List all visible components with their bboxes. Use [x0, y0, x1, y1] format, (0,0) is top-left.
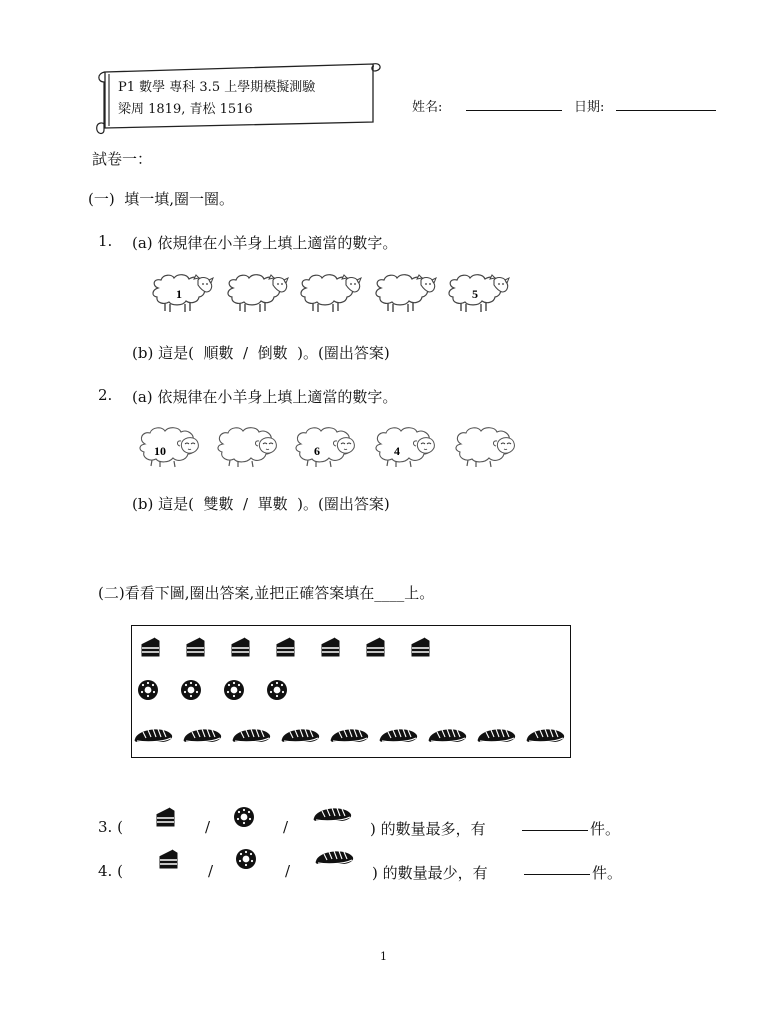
cake-slice-icon — [276, 638, 294, 657]
sushi-icon[interactable] — [312, 802, 356, 826]
name-label: 姓名: — [412, 100, 443, 115]
q2-part-b: (b) 這是( 雙數 / 單數 )。(圈出答案) — [132, 495, 390, 513]
sheep-icon — [449, 275, 509, 312]
q3-tail: ) 的數量最多，有 — [370, 820, 486, 838]
sushi-icon — [184, 729, 222, 742]
q3-number: 3. ( — [98, 818, 123, 836]
date-label: 日期: — [574, 100, 605, 115]
sheep-icon — [376, 275, 436, 312]
sushi-icon — [135, 729, 173, 742]
sushi-icon — [380, 729, 418, 742]
donut-icon — [224, 680, 244, 700]
cake-slice-icon[interactable] — [158, 848, 180, 872]
q4-sep-2: / — [285, 862, 291, 880]
q4-sep-1: / — [208, 862, 214, 880]
q1-sheep-number-5: 5 — [472, 287, 478, 301]
sheep-icon — [228, 275, 288, 312]
sushi-icon — [282, 729, 320, 742]
cake-slice-icon — [411, 638, 429, 657]
sheep-icon — [296, 428, 354, 467]
donut-icon[interactable] — [233, 806, 257, 830]
section2-heading: (二)看看下圖,圈出答案,並把正確答案填在____上。 — [98, 584, 435, 602]
q1-sheep-number-1: 1 — [176, 287, 182, 301]
q2-number: 2. — [98, 386, 113, 404]
paper-label: 試卷一： — [92, 150, 153, 168]
school-codes: 梁周 1819, 青松 1516 — [118, 102, 253, 117]
sushi-icon — [429, 729, 467, 742]
q2-sheep-number-1: 10 — [154, 444, 166, 458]
name-field[interactable] — [466, 96, 562, 111]
sushi-icon — [233, 729, 271, 742]
q2-part-a: (a) 依規律在小羊身上填上適當的數字。 — [132, 388, 398, 406]
donut-icon — [181, 680, 201, 700]
cake-slice-icon — [321, 638, 339, 657]
donut-icon[interactable] — [235, 848, 259, 872]
sushi-icon — [478, 729, 516, 742]
q3-answer-field[interactable] — [522, 816, 588, 831]
q4-number: 4. ( — [98, 862, 123, 880]
cake-slice-icon — [186, 638, 204, 657]
sheep-icon — [218, 428, 276, 467]
q2-sheep-number-4: 4 — [394, 444, 400, 458]
q3-unit: 件。 — [590, 820, 621, 838]
date-field[interactable] — [616, 96, 716, 111]
sushi-icon[interactable] — [314, 845, 358, 869]
page-number: 1 — [380, 950, 387, 963]
cake-slice-icon — [141, 638, 159, 657]
sheep-icon — [140, 428, 198, 467]
sushi-icon — [331, 729, 369, 742]
q4-tail: ) 的數量最少，有 — [372, 864, 488, 882]
cake-slice-icon[interactable] — [155, 806, 177, 830]
cake-slice-icon — [366, 638, 384, 657]
q1-sheep-row — [150, 272, 530, 317]
q4-unit: 件。 — [592, 864, 623, 882]
cake-slice-icon — [231, 638, 249, 657]
q4-answer-field[interactable] — [524, 860, 590, 875]
exam-title: P1 數學 專科 3.5 上學期模擬測驗 — [118, 80, 316, 95]
q2-sheep-number-3: 6 — [314, 444, 320, 458]
sheep-icon — [456, 428, 514, 467]
q2-sheep-row — [138, 428, 538, 478]
picture-box — [131, 625, 571, 758]
sheep-icon — [153, 275, 213, 312]
sheep-icon — [376, 428, 434, 467]
sheep-icon — [301, 275, 361, 312]
q1-number: 1. — [98, 232, 113, 250]
donut-icon — [267, 680, 287, 700]
sushi-icon — [527, 729, 565, 742]
q3-sep-1: / — [205, 818, 211, 836]
q1-part-a: (a) 依規律在小羊身上填上適當的數字。 — [132, 234, 398, 252]
donut-icon — [138, 680, 158, 700]
section1-heading: (一) 填一填,圈一圈。 — [88, 190, 235, 208]
picture-box-icons — [132, 626, 570, 757]
q1-part-b: (b) 這是( 順數 / 倒數 )。(圈出答案) — [132, 344, 390, 362]
q3-sep-2: / — [283, 818, 289, 836]
